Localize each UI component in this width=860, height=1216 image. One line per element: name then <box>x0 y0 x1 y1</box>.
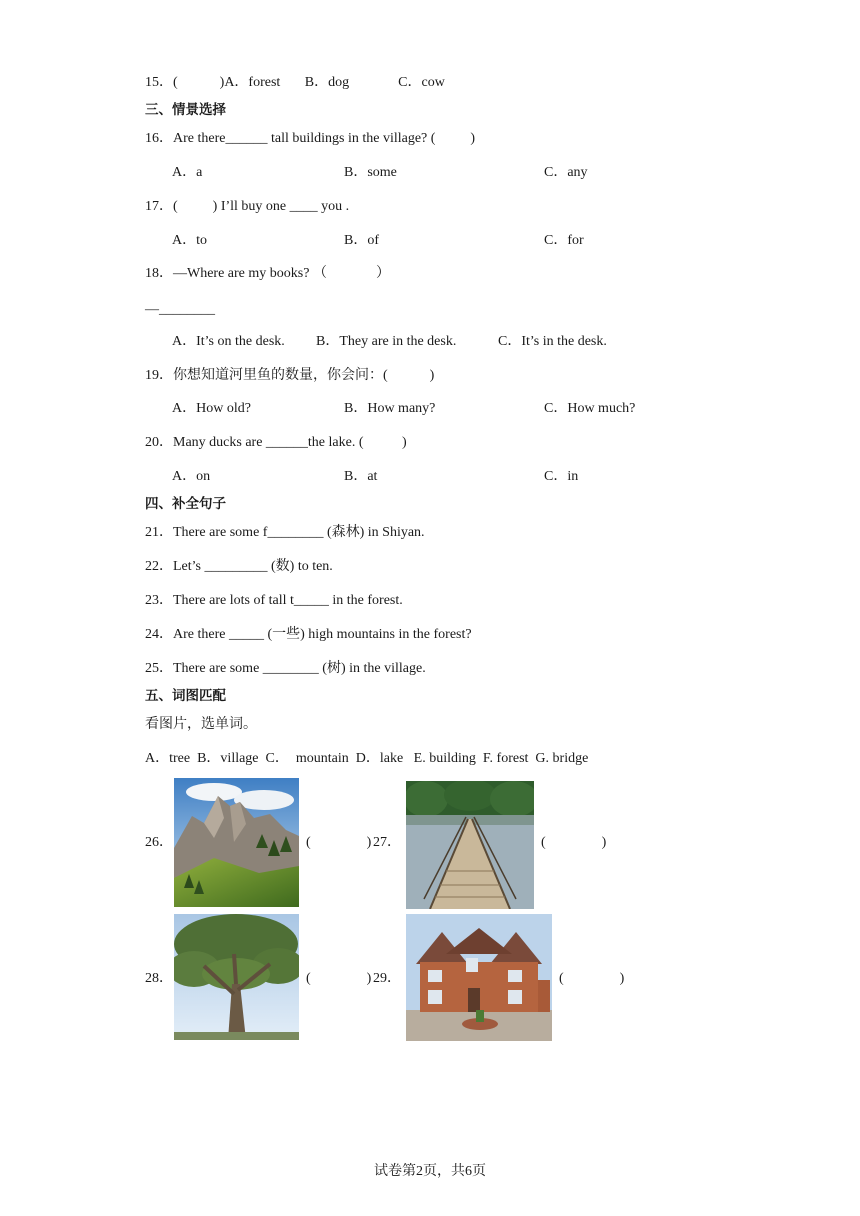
question-16-stem: 16．Are there______ tall buildings in the village? ( ) <box>145 131 476 146</box>
question-28-label: 28． <box>145 971 173 986</box>
tree-photo <box>174 914 299 1040</box>
question-23: 23．There are lots of tall t_____ in the forest. <box>145 593 403 608</box>
question-22: 22．Let’s _________ (数) to ten. <box>145 559 333 574</box>
question-20-option-c: C．in <box>544 469 579 484</box>
mountain-photo <box>174 778 299 907</box>
page-footer: 试卷第2页，共6页 <box>374 1164 486 1179</box>
question-20-option-b: B．at <box>344 469 378 484</box>
question-26-answer-paren: ( ) <box>306 835 372 850</box>
question-18-option-c: C．It’s in the desk. <box>498 334 607 349</box>
question-19-stem: 19．你想知道河里鱼的数量，你会问：( ) <box>145 368 435 383</box>
question-27-label: 27． <box>373 835 401 850</box>
question-20-option-a: A．on <box>172 469 211 484</box>
question-17-option-b: B．of <box>344 233 379 248</box>
question-16-option-b: B．some <box>344 165 397 180</box>
question-19-option-c: C．How much? <box>544 401 636 416</box>
question-18-option-b: B．They are in the desk. <box>316 334 457 349</box>
section-5-heading: 五、词图匹配 <box>145 688 226 704</box>
question-29-answer-paren: ( ) <box>559 971 625 986</box>
question-17-option-c: C．for <box>544 233 584 248</box>
question-18-stem: 18．—Where are my books? （ ） <box>145 266 390 281</box>
question-15: 15．( )A．forest B．dog C．cow <box>145 75 445 90</box>
question-16-option-c: C．any <box>544 165 588 180</box>
section-4-heading: 四、补全句子 <box>145 496 226 512</box>
question-26-label: 26． <box>145 835 173 850</box>
section-5-instruction: 看图片，选单词。 <box>145 717 257 732</box>
question-18-option-a: A．It’s on the desk. <box>172 334 285 349</box>
question-20-stem: 20．Many ducks are ______the lake. ( ) <box>145 435 407 450</box>
question-17-option-a: A．to <box>172 233 207 248</box>
building-photo <box>406 914 552 1041</box>
question-19-option-a: A．How old? <box>172 401 251 416</box>
section-3-heading: 三、情景选择 <box>145 102 226 118</box>
question-27-answer-paren: ( ) <box>541 835 607 850</box>
question-17-stem: 17．( ) I’ll buy one ____ you . <box>145 199 350 214</box>
question-25: 25．There are some ________ (树) in the village. <box>145 661 426 676</box>
question-28-answer-paren: ( ) <box>306 971 372 986</box>
bridge-photo <box>406 781 534 909</box>
question-24: 24．Are there _____ (一些) high mountains in the forest? <box>145 627 472 642</box>
question-19-option-b: B．How many? <box>344 401 436 416</box>
section-5-word-options: A．tree B．village C． mountain D．lake E. building F. forest G. bridge <box>145 751 589 766</box>
question-21: 21．There are some f________ (森林) in Shiyan. <box>145 525 425 540</box>
question-16-option-a: A．a <box>172 165 203 180</box>
question-18-answer-blank: —________ <box>145 302 215 317</box>
question-29-label: 29． <box>373 971 401 986</box>
